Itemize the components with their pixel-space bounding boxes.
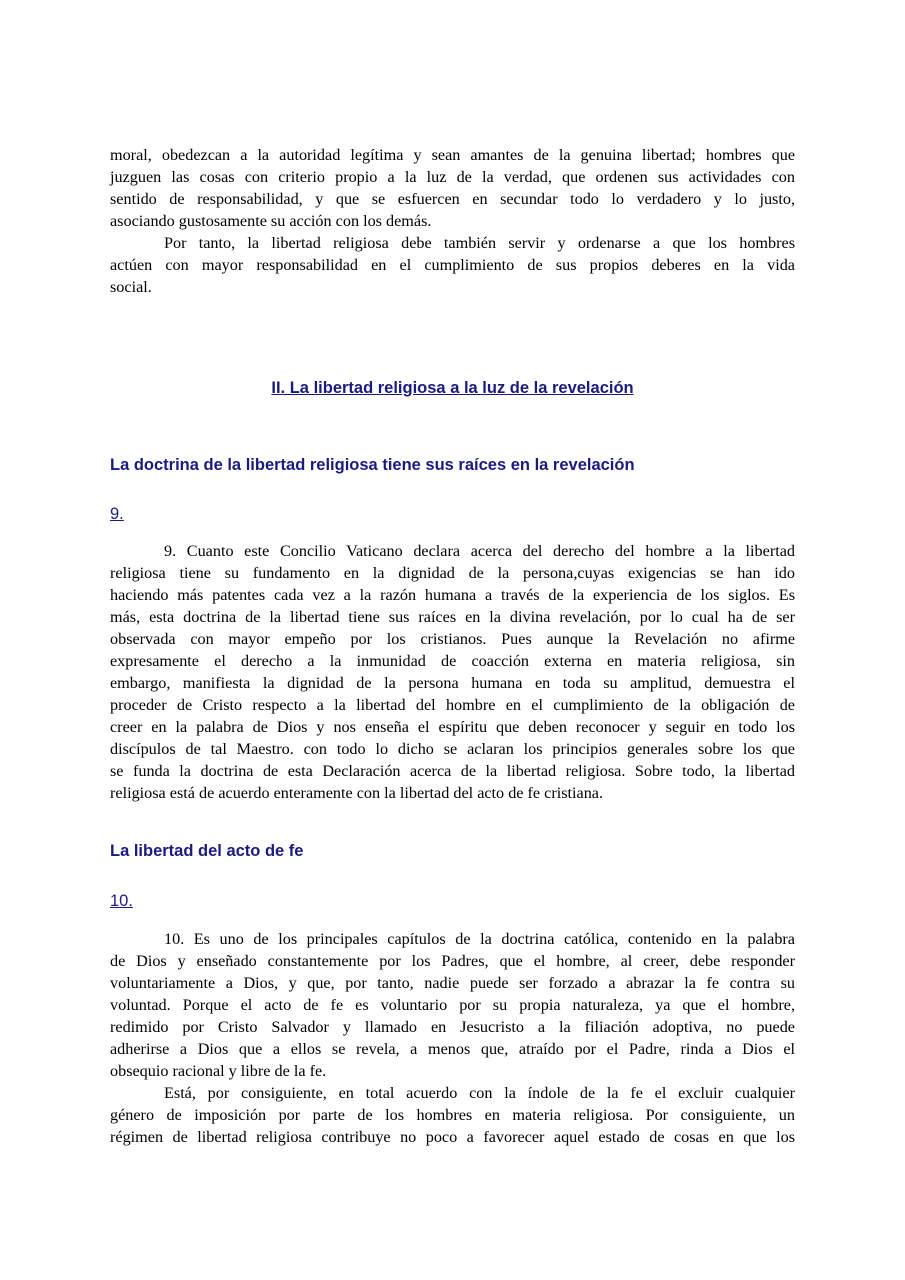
paragraph-9 bbox=[110, 540, 795, 804]
text-line: social. bbox=[110, 278, 152, 296]
text-line: adherirse a Dios que a ellos se revela, a menos que, atraído por el Padre, rinda a Dios el bbox=[110, 1040, 795, 1058]
text-line: religiosa está de acuerdo enteramente con la libertad del acto de fe cristiana. bbox=[110, 784, 604, 802]
text-line: sentido de responsabilidad, y que se esfuercen en secundar todo lo verdadero y lo justo, bbox=[110, 190, 795, 208]
text-line: 10. Es uno de los principales capítulos de la doctrina católica, contenido en la palabra bbox=[164, 930, 795, 948]
paragraph-esta bbox=[110, 1082, 795, 1148]
text-line: Está, por consiguiente, en total acuerdo con la índole de la fe el excluir cualquier bbox=[164, 1084, 795, 1102]
text-line: discípulos de tal Maestro. con todo lo dicho se aclaran los principios generales sobre los que bbox=[110, 740, 795, 758]
text-line: voluntariamente a Dios, y que, por tanto, nadie puede ser forzado a abrazar la fe contra su bbox=[110, 974, 795, 992]
text-line: expresamente el derecho a la inmunidad de coacción externa en materia religiosa, sin bbox=[110, 652, 795, 670]
text-line: actúen con mayor responsabilidad en el cumplimiento de sus propios deberes en la vida bbox=[110, 256, 795, 274]
paragraph-10 bbox=[110, 928, 795, 1082]
text-line: proceder de Cristo respecto a la libertad del hombre en el cumplimiento de la obligación de bbox=[110, 696, 795, 714]
text-line: embargo, manifiesta la dignidad de la persona humana en toda su amplitud, demuestra el bbox=[110, 674, 795, 692]
text-line: asociando gustosamente su acción con los demás. bbox=[110, 212, 432, 230]
text-line: redimido por Cristo Salvador y llamado en Jesucristo a la filiación adoptiva, no puede bbox=[110, 1018, 795, 1036]
text-line: haciendo más patentes cada vez a la razón humana a través de la experiencia de los siglos. Es bbox=[110, 586, 795, 604]
text-line: se funda la doctrina de esta Declaración acerca de la libertad religiosa. Sobre todo, la libertad bbox=[110, 762, 795, 780]
article-number-9[interactable]: 9. bbox=[110, 505, 124, 523]
text-line: género de imposición por parte de los hombres en materia religiosa. Por consiguiente, un bbox=[110, 1106, 795, 1124]
section-title[interactable]: II. La libertad religiosa a la luz de la revelación bbox=[271, 379, 634, 397]
text-line: más, esta doctrina de la libertad tiene sus raíces en la divina revelación, por lo cual ha de ser bbox=[110, 608, 795, 626]
article-number-10-link[interactable] bbox=[110, 892, 795, 911]
text-line: observada con mayor empeño por los cristianos. Pues aunque la Revelación no afirme bbox=[110, 630, 795, 648]
text-line: 9. Cuanto este Concilio Vaticano declara acerca del derecho del hombre a la libertad bbox=[164, 542, 795, 560]
article-number-10[interactable]: 10. bbox=[110, 892, 133, 910]
text-line: obsequio racional y libre de la fe. bbox=[110, 1062, 327, 1080]
text-line: régimen de libertad religiosa contribuye no poco a favorecer aquel estado de cosas en que los bbox=[110, 1128, 795, 1146]
subtitle-acto-de-fe: La libertad del acto de fe bbox=[110, 842, 304, 860]
paragraph-intro bbox=[110, 144, 795, 232]
text-line: de Dios y enseñado constantemente por los Padres, que el hombre, al creer, debe responder bbox=[110, 952, 795, 970]
article-number-9-link[interactable] bbox=[110, 505, 795, 524]
subtitle-raices-revelacion: La doctrina de la libertad religiosa tiene sus raíces en la revelación bbox=[110, 456, 635, 474]
text-line: Por tanto, la libertad religiosa debe también servir y ordenarse a que los hombres bbox=[164, 234, 795, 252]
text-line: voluntad. Porque el acto de fe es voluntario por su propia naturaleza, ya que el hombre, bbox=[110, 996, 795, 1014]
text-line: religiosa tiene su fundamento en la dignidad de la persona,cuyas exigencias se han ido bbox=[110, 564, 795, 582]
text-line: juzguen las cosas con criterio propio a la luz de la verdad, que ordenen sus actividades con bbox=[110, 168, 795, 186]
text-line: creer en la palabra de Dios y nos enseña el espíritu que deben reconocer y seguir en todo los bbox=[110, 718, 795, 736]
paragraph-por-tanto bbox=[110, 232, 795, 298]
text-line: moral, obedezcan a la autoridad legítima y sean amantes de la genuina libertad; hombres que bbox=[110, 146, 795, 164]
